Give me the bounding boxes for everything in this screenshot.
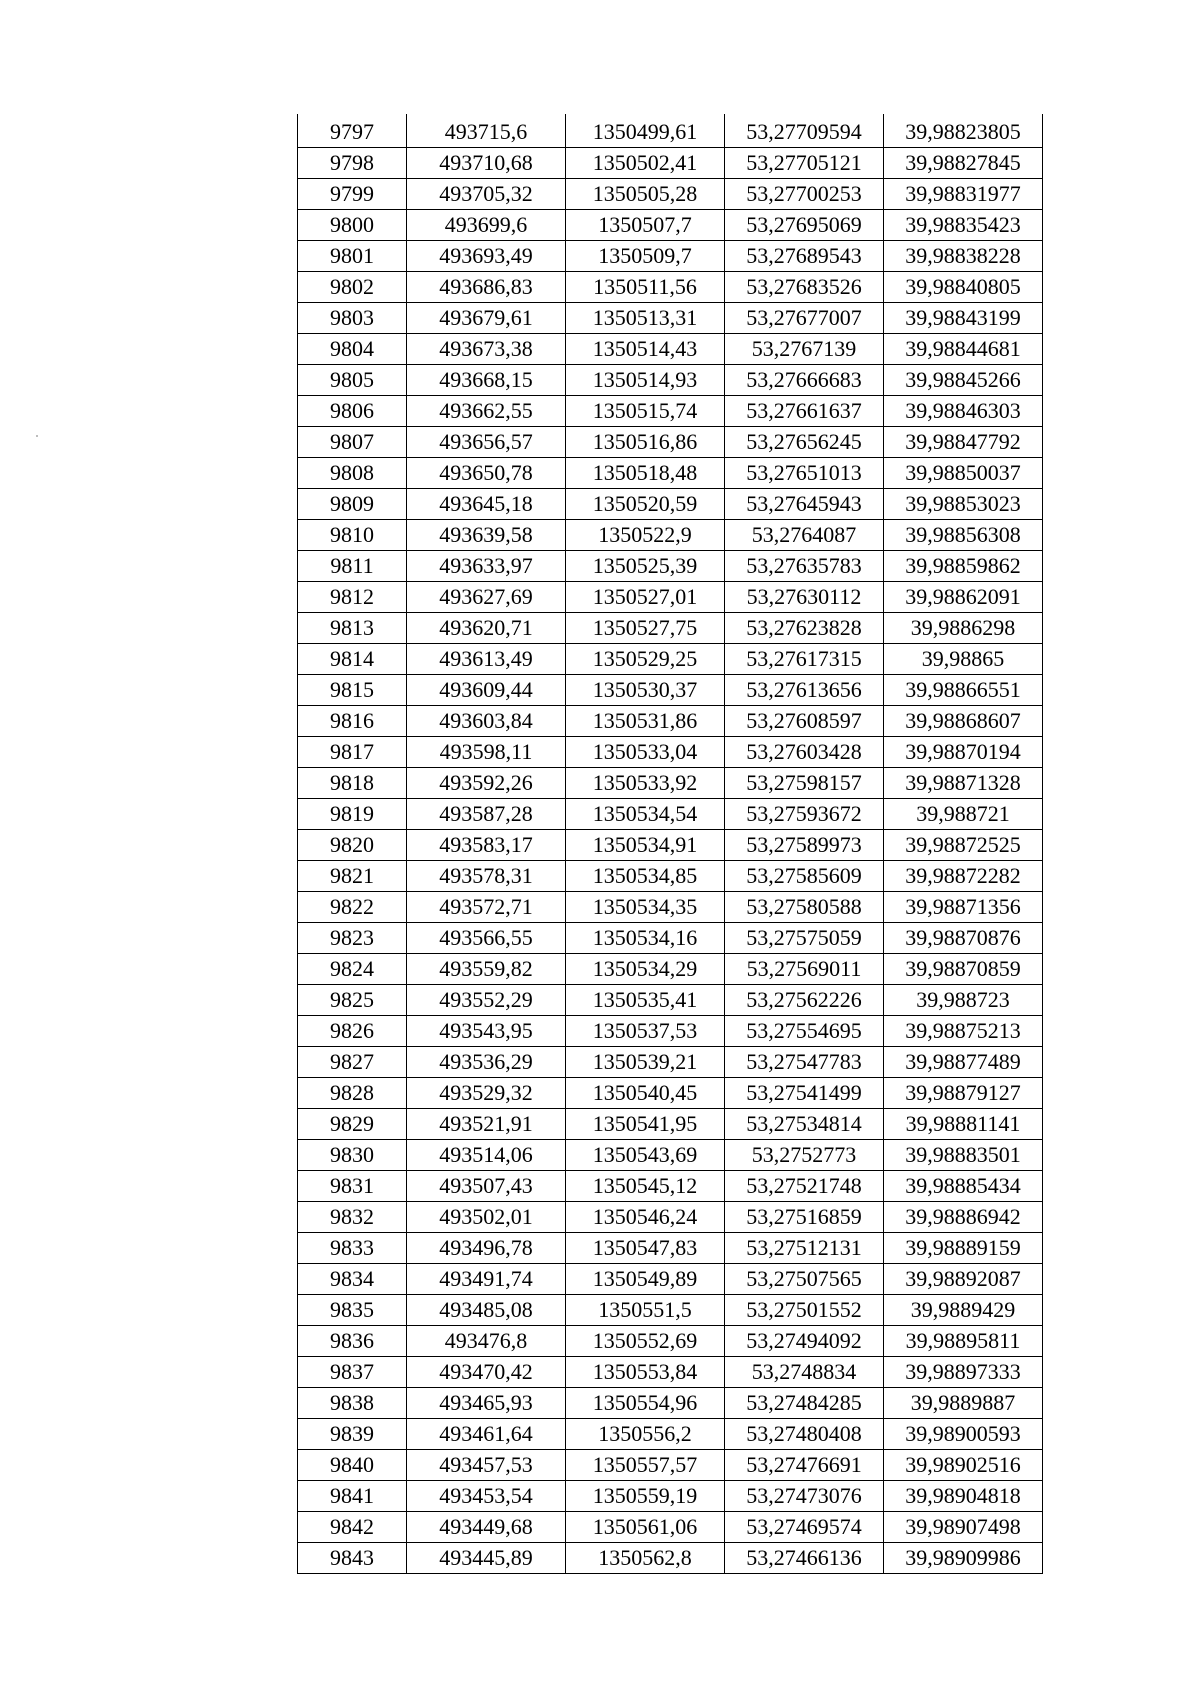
longitude-cell: 39,98862091 [884, 582, 1043, 613]
longitude-cell: 39,9889429 [884, 1295, 1043, 1326]
point-number-cell: 9798 [298, 148, 407, 179]
latitude-cell: 53,27666683 [725, 365, 884, 396]
latitude-cell: 53,27575059 [725, 923, 884, 954]
point-number-cell: 9807 [298, 427, 407, 458]
latitude-cell: 53,27501552 [725, 1295, 884, 1326]
longitude-cell: 39,98895811 [884, 1326, 1043, 1357]
table-row [298, 737, 1043, 768]
point-number-cell: 9826 [298, 1016, 407, 1047]
x-coordinate-cell: 493587,28 [407, 799, 566, 830]
y-coordinate-cell: 1350515,74 [566, 396, 725, 427]
longitude-cell: 39,98866551 [884, 675, 1043, 706]
table-row [298, 1264, 1043, 1295]
latitude-cell: 53,27507565 [725, 1264, 884, 1295]
longitude-cell: 39,98840805 [884, 272, 1043, 303]
point-number-cell: 9822 [298, 892, 407, 923]
x-coordinate-cell: 493465,93 [407, 1388, 566, 1419]
latitude-cell: 53,27630112 [725, 582, 884, 613]
point-number-cell: 9818 [298, 768, 407, 799]
x-coordinate-cell: 493491,74 [407, 1264, 566, 1295]
point-number-cell: 9813 [298, 613, 407, 644]
y-coordinate-cell: 1350535,41 [566, 985, 725, 1016]
table-row [298, 1202, 1043, 1233]
table-row [298, 365, 1043, 396]
coordinates-table-body [298, 114, 1043, 1574]
x-coordinate-cell: 493710,68 [407, 148, 566, 179]
table-row [298, 1171, 1043, 1202]
y-coordinate-cell: 1350551,5 [566, 1295, 725, 1326]
table-row [298, 334, 1043, 365]
table-row [298, 892, 1043, 923]
x-coordinate-cell: 493445,89 [407, 1543, 566, 1574]
table-row [298, 1140, 1043, 1171]
table-row [298, 179, 1043, 210]
x-coordinate-cell: 493645,18 [407, 489, 566, 520]
point-number-cell: 9831 [298, 1171, 407, 1202]
longitude-cell: 39,98885434 [884, 1171, 1043, 1202]
y-coordinate-cell: 1350540,45 [566, 1078, 725, 1109]
y-coordinate-cell: 1350557,57 [566, 1450, 725, 1481]
longitude-cell: 39,98875213 [884, 1016, 1043, 1047]
table-row [298, 458, 1043, 489]
x-coordinate-cell: 493536,29 [407, 1047, 566, 1078]
latitude-cell: 53,27521748 [725, 1171, 884, 1202]
y-coordinate-cell: 1350534,54 [566, 799, 725, 830]
table-row [298, 1543, 1043, 1574]
longitude-cell: 39,98844681 [884, 334, 1043, 365]
latitude-cell: 53,27645943 [725, 489, 884, 520]
latitude-cell: 53,27613656 [725, 675, 884, 706]
longitude-cell: 39,98883501 [884, 1140, 1043, 1171]
table-row [298, 427, 1043, 458]
longitude-cell: 39,98897333 [884, 1357, 1043, 1388]
point-number-cell: 9817 [298, 737, 407, 768]
point-number-cell: 9801 [298, 241, 407, 272]
x-coordinate-cell: 493559,82 [407, 954, 566, 985]
point-number-cell: 9828 [298, 1078, 407, 1109]
longitude-cell: 39,98831977 [884, 179, 1043, 210]
longitude-cell: 39,98904818 [884, 1481, 1043, 1512]
point-number-cell: 9815 [298, 675, 407, 706]
y-coordinate-cell: 1350534,29 [566, 954, 725, 985]
table-row [298, 799, 1043, 830]
longitude-cell: 39,98870194 [884, 737, 1043, 768]
latitude-cell: 53,27580588 [725, 892, 884, 923]
latitude-cell: 53,27705121 [725, 148, 884, 179]
latitude-cell: 53,27656245 [725, 427, 884, 458]
table-row [298, 114, 1043, 148]
y-coordinate-cell: 1350533,92 [566, 768, 725, 799]
longitude-cell: 39,98868607 [884, 706, 1043, 737]
y-coordinate-cell: 1350552,69 [566, 1326, 725, 1357]
y-coordinate-cell: 1350525,39 [566, 551, 725, 582]
longitude-cell: 39,98889159 [884, 1233, 1043, 1264]
x-coordinate-cell: 493715,6 [407, 114, 566, 148]
x-coordinate-cell: 493566,55 [407, 923, 566, 954]
table-row [298, 861, 1043, 892]
table-row [298, 923, 1043, 954]
latitude-cell: 53,2752773 [725, 1140, 884, 1171]
longitude-cell: 39,9886298 [884, 613, 1043, 644]
point-number-cell: 9838 [298, 1388, 407, 1419]
latitude-cell: 53,27554695 [725, 1016, 884, 1047]
y-coordinate-cell: 1350518,48 [566, 458, 725, 489]
latitude-cell: 53,27480408 [725, 1419, 884, 1450]
latitude-cell: 53,2767139 [725, 334, 884, 365]
x-coordinate-cell: 493572,71 [407, 892, 566, 923]
point-number-cell: 9809 [298, 489, 407, 520]
table-row [298, 1016, 1043, 1047]
table-row [298, 210, 1043, 241]
x-coordinate-cell: 493613,49 [407, 644, 566, 675]
point-number-cell: 9812 [298, 582, 407, 613]
y-coordinate-cell: 1350534,16 [566, 923, 725, 954]
latitude-cell: 53,27598157 [725, 768, 884, 799]
y-coordinate-cell: 1350549,89 [566, 1264, 725, 1295]
table-row [298, 706, 1043, 737]
table-row [298, 1109, 1043, 1140]
latitude-cell: 53,27547783 [725, 1047, 884, 1078]
latitude-cell: 53,27683526 [725, 272, 884, 303]
latitude-cell: 53,2748834 [725, 1357, 884, 1388]
x-coordinate-cell: 493529,32 [407, 1078, 566, 1109]
point-number-cell: 9834 [298, 1264, 407, 1295]
table-row [298, 1233, 1043, 1264]
latitude-cell: 53,27593672 [725, 799, 884, 830]
y-coordinate-cell: 1350541,95 [566, 1109, 725, 1140]
point-number-cell: 9830 [298, 1140, 407, 1171]
table-row [298, 582, 1043, 613]
x-coordinate-cell: 493461,64 [407, 1419, 566, 1450]
longitude-cell: 39,9889887 [884, 1388, 1043, 1419]
point-number-cell: 9799 [298, 179, 407, 210]
y-coordinate-cell: 1350516,86 [566, 427, 725, 458]
table-row [298, 272, 1043, 303]
table-row [298, 830, 1043, 861]
latitude-cell: 53,27569011 [725, 954, 884, 985]
point-number-cell: 9825 [298, 985, 407, 1016]
x-coordinate-cell: 493705,32 [407, 179, 566, 210]
longitude-cell: 39,98909986 [884, 1543, 1043, 1574]
latitude-cell: 53,27512131 [725, 1233, 884, 1264]
point-number-cell: 9797 [298, 114, 407, 148]
latitude-cell: 53,27494092 [725, 1326, 884, 1357]
point-number-cell: 9824 [298, 954, 407, 985]
longitude-cell: 39,98892087 [884, 1264, 1043, 1295]
longitude-cell: 39,98847792 [884, 427, 1043, 458]
x-coordinate-cell: 493507,43 [407, 1171, 566, 1202]
y-coordinate-cell: 1350556,2 [566, 1419, 725, 1450]
point-number-cell: 9804 [298, 334, 407, 365]
x-coordinate-cell: 493598,11 [407, 737, 566, 768]
point-number-cell: 9816 [298, 706, 407, 737]
point-number-cell: 9802 [298, 272, 407, 303]
table-row [298, 768, 1043, 799]
latitude-cell: 53,27476691 [725, 1450, 884, 1481]
longitude-cell: 39,98845266 [884, 365, 1043, 396]
table-row [298, 613, 1043, 644]
table-row [298, 303, 1043, 334]
point-number-cell: 9837 [298, 1357, 407, 1388]
longitude-cell: 39,98835423 [884, 210, 1043, 241]
point-number-cell: 9827 [298, 1047, 407, 1078]
longitude-cell: 39,98902516 [884, 1450, 1043, 1481]
longitude-cell: 39,98879127 [884, 1078, 1043, 1109]
y-coordinate-cell: 1350561,06 [566, 1512, 725, 1543]
y-coordinate-cell: 1350531,86 [566, 706, 725, 737]
y-coordinate-cell: 1350529,25 [566, 644, 725, 675]
x-coordinate-cell: 493457,53 [407, 1450, 566, 1481]
longitude-cell: 39,98843199 [884, 303, 1043, 334]
longitude-cell: 39,98846303 [884, 396, 1043, 427]
x-coordinate-cell: 493609,44 [407, 675, 566, 706]
latitude-cell: 53,27608597 [725, 706, 884, 737]
x-coordinate-cell: 493543,95 [407, 1016, 566, 1047]
y-coordinate-cell: 1350509,7 [566, 241, 725, 272]
latitude-cell: 53,27541499 [725, 1078, 884, 1109]
x-coordinate-cell: 493679,61 [407, 303, 566, 334]
point-number-cell: 9814 [298, 644, 407, 675]
y-coordinate-cell: 1350507,7 [566, 210, 725, 241]
table-row [298, 1357, 1043, 1388]
x-coordinate-cell: 493476,8 [407, 1326, 566, 1357]
longitude-cell: 39,98872282 [884, 861, 1043, 892]
latitude-cell: 53,27603428 [725, 737, 884, 768]
longitude-cell: 39,98823805 [884, 114, 1043, 148]
y-coordinate-cell: 1350514,43 [566, 334, 725, 365]
longitude-cell: 39,98877489 [884, 1047, 1043, 1078]
y-coordinate-cell: 1350514,93 [566, 365, 725, 396]
x-coordinate-cell: 493668,15 [407, 365, 566, 396]
longitude-cell: 39,98859862 [884, 551, 1043, 582]
table-row [298, 1450, 1043, 1481]
table-row [298, 1388, 1043, 1419]
x-coordinate-cell: 493449,68 [407, 1512, 566, 1543]
table-row [298, 520, 1043, 551]
y-coordinate-cell: 1350534,35 [566, 892, 725, 923]
y-coordinate-cell: 1350522,9 [566, 520, 725, 551]
latitude-cell: 53,27473076 [725, 1481, 884, 1512]
table-row [298, 148, 1043, 179]
longitude-cell: 39,98838228 [884, 241, 1043, 272]
y-coordinate-cell: 1350546,24 [566, 1202, 725, 1233]
latitude-cell: 53,27623828 [725, 613, 884, 644]
longitude-cell: 39,98907498 [884, 1512, 1043, 1543]
longitude-cell: 39,98881141 [884, 1109, 1043, 1140]
x-coordinate-cell: 493699,6 [407, 210, 566, 241]
x-coordinate-cell: 493552,29 [407, 985, 566, 1016]
longitude-cell: 39,98871356 [884, 892, 1043, 923]
x-coordinate-cell: 493470,42 [407, 1357, 566, 1388]
y-coordinate-cell: 1350533,04 [566, 737, 725, 768]
y-coordinate-cell: 1350513,31 [566, 303, 725, 334]
x-coordinate-cell: 493521,91 [407, 1109, 566, 1140]
point-number-cell: 9842 [298, 1512, 407, 1543]
point-number-cell: 9820 [298, 830, 407, 861]
table-row [298, 1481, 1043, 1512]
table-row [298, 1326, 1043, 1357]
table-row [298, 1047, 1043, 1078]
longitude-cell: 39,98886942 [884, 1202, 1043, 1233]
point-number-cell: 9829 [298, 1109, 407, 1140]
x-coordinate-cell: 493485,08 [407, 1295, 566, 1326]
longitude-cell: 39,98856308 [884, 520, 1043, 551]
point-number-cell: 9806 [298, 396, 407, 427]
point-number-cell: 9800 [298, 210, 407, 241]
table-row [298, 241, 1043, 272]
latitude-cell: 53,27661637 [725, 396, 884, 427]
point-number-cell: 9803 [298, 303, 407, 334]
latitude-cell: 53,27534814 [725, 1109, 884, 1140]
y-coordinate-cell: 1350505,28 [566, 179, 725, 210]
x-coordinate-cell: 493627,69 [407, 582, 566, 613]
x-coordinate-cell: 493639,58 [407, 520, 566, 551]
y-coordinate-cell: 1350502,41 [566, 148, 725, 179]
latitude-cell: 53,27677007 [725, 303, 884, 334]
x-coordinate-cell: 493656,57 [407, 427, 566, 458]
x-coordinate-cell: 493686,83 [407, 272, 566, 303]
longitude-cell: 39,98900593 [884, 1419, 1043, 1450]
latitude-cell: 53,27695069 [725, 210, 884, 241]
y-coordinate-cell: 1350520,59 [566, 489, 725, 520]
scan-speck [36, 435, 38, 437]
x-coordinate-cell: 493583,17 [407, 830, 566, 861]
point-number-cell: 9832 [298, 1202, 407, 1233]
latitude-cell: 53,27585609 [725, 861, 884, 892]
y-coordinate-cell: 1350543,69 [566, 1140, 725, 1171]
latitude-cell: 53,27469574 [725, 1512, 884, 1543]
x-coordinate-cell: 493662,55 [407, 396, 566, 427]
y-coordinate-cell: 1350511,56 [566, 272, 725, 303]
point-number-cell: 9843 [298, 1543, 407, 1574]
longitude-cell: 39,98870859 [884, 954, 1043, 985]
y-coordinate-cell: 1350534,85 [566, 861, 725, 892]
y-coordinate-cell: 1350553,84 [566, 1357, 725, 1388]
longitude-cell: 39,98871328 [884, 768, 1043, 799]
point-number-cell: 9810 [298, 520, 407, 551]
y-coordinate-cell: 1350562,8 [566, 1543, 725, 1574]
table-row [298, 1295, 1043, 1326]
table-row [298, 1078, 1043, 1109]
table-row [298, 489, 1043, 520]
longitude-cell: 39,98850037 [884, 458, 1043, 489]
longitude-cell: 39,98827845 [884, 148, 1043, 179]
latitude-cell: 53,27516859 [725, 1202, 884, 1233]
y-coordinate-cell: 1350539,21 [566, 1047, 725, 1078]
table-row [298, 396, 1043, 427]
coordinates-table [297, 114, 1043, 1574]
latitude-cell: 53,27709594 [725, 114, 884, 148]
x-coordinate-cell: 493673,38 [407, 334, 566, 365]
table-row [298, 1512, 1043, 1543]
latitude-cell: 53,27700253 [725, 179, 884, 210]
longitude-cell: 39,988721 [884, 799, 1043, 830]
table-row [298, 551, 1043, 582]
latitude-cell: 53,27617315 [725, 644, 884, 675]
latitude-cell: 53,27589973 [725, 830, 884, 861]
table-row [298, 675, 1043, 706]
y-coordinate-cell: 1350527,01 [566, 582, 725, 613]
y-coordinate-cell: 1350559,19 [566, 1481, 725, 1512]
x-coordinate-cell: 493514,06 [407, 1140, 566, 1171]
point-number-cell: 9841 [298, 1481, 407, 1512]
point-number-cell: 9836 [298, 1326, 407, 1357]
latitude-cell: 53,27689543 [725, 241, 884, 272]
x-coordinate-cell: 493578,31 [407, 861, 566, 892]
longitude-cell: 39,988723 [884, 985, 1043, 1016]
point-number-cell: 9821 [298, 861, 407, 892]
table-row [298, 954, 1043, 985]
x-coordinate-cell: 493453,54 [407, 1481, 566, 1512]
latitude-cell: 53,27466136 [725, 1543, 884, 1574]
point-number-cell: 9823 [298, 923, 407, 954]
point-number-cell: 9839 [298, 1419, 407, 1450]
x-coordinate-cell: 493592,26 [407, 768, 566, 799]
longitude-cell: 39,98872525 [884, 830, 1043, 861]
latitude-cell: 53,27635783 [725, 551, 884, 582]
x-coordinate-cell: 493603,84 [407, 706, 566, 737]
point-number-cell: 9811 [298, 551, 407, 582]
table-row [298, 644, 1043, 675]
table-row [298, 1419, 1043, 1450]
latitude-cell: 53,27562226 [725, 985, 884, 1016]
y-coordinate-cell: 1350534,91 [566, 830, 725, 861]
point-number-cell: 9808 [298, 458, 407, 489]
point-number-cell: 9835 [298, 1295, 407, 1326]
latitude-cell: 53,2764087 [725, 520, 884, 551]
latitude-cell: 53,27651013 [725, 458, 884, 489]
x-coordinate-cell: 493502,01 [407, 1202, 566, 1233]
y-coordinate-cell: 1350554,96 [566, 1388, 725, 1419]
x-coordinate-cell: 493633,97 [407, 551, 566, 582]
longitude-cell: 39,98870876 [884, 923, 1043, 954]
point-number-cell: 9819 [298, 799, 407, 830]
y-coordinate-cell: 1350530,37 [566, 675, 725, 706]
y-coordinate-cell: 1350537,53 [566, 1016, 725, 1047]
longitude-cell: 39,98853023 [884, 489, 1043, 520]
point-number-cell: 9805 [298, 365, 407, 396]
y-coordinate-cell: 1350545,12 [566, 1171, 725, 1202]
latitude-cell: 53,27484285 [725, 1388, 884, 1419]
longitude-cell: 39,98865 [884, 644, 1043, 675]
x-coordinate-cell: 493620,71 [407, 613, 566, 644]
x-coordinate-cell: 493496,78 [407, 1233, 566, 1264]
point-number-cell: 9833 [298, 1233, 407, 1264]
y-coordinate-cell: 1350547,83 [566, 1233, 725, 1264]
y-coordinate-cell: 1350527,75 [566, 613, 725, 644]
y-coordinate-cell: 1350499,61 [566, 114, 725, 148]
x-coordinate-cell: 493693,49 [407, 241, 566, 272]
table-row [298, 985, 1043, 1016]
point-number-cell: 9840 [298, 1450, 407, 1481]
x-coordinate-cell: 493650,78 [407, 458, 566, 489]
